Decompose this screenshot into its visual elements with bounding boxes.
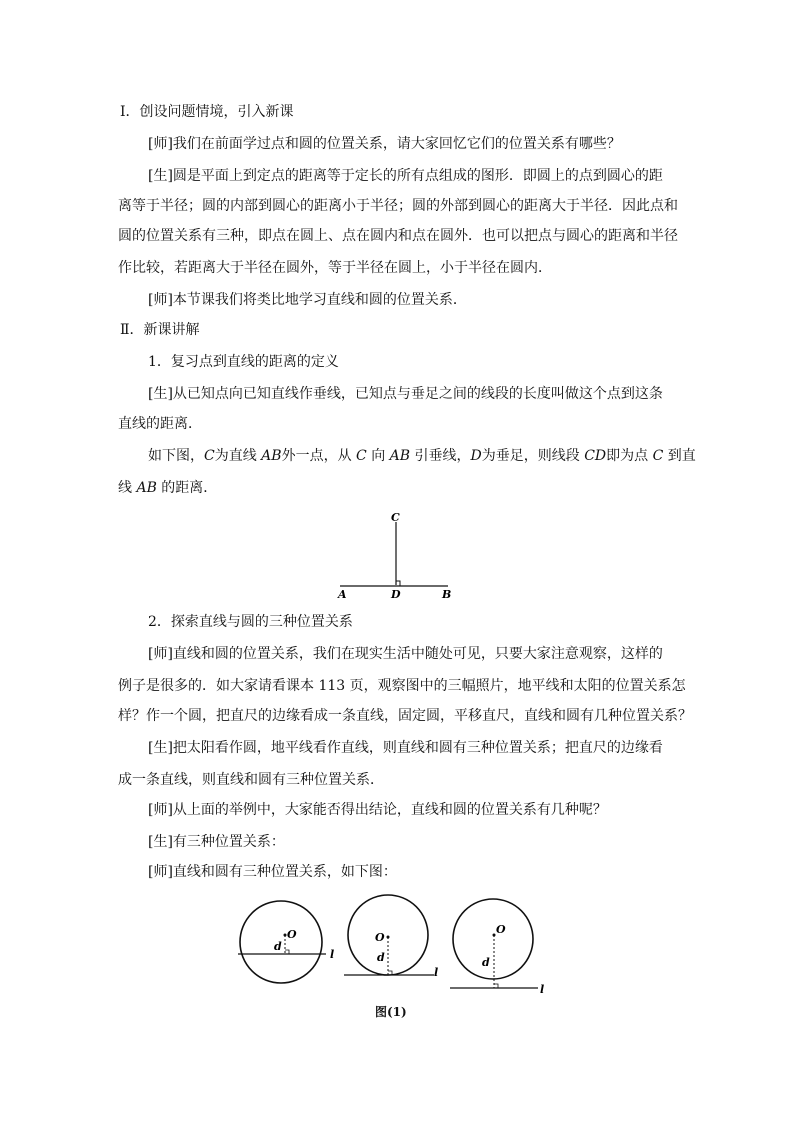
label-a: A — [338, 588, 347, 600]
paragraph-teacher-2: [师]本节课我们将类比地学习直线和圆的位置关系． — [148, 292, 467, 308]
paragraph-teacher-5: [师]直线和圆有三种位置关系，如下图： — [148, 864, 397, 880]
circle-separate-case — [450, 899, 544, 996]
paragraph-teacher-4: [师]从上面的举例中，大家能否得出结论，直线和圆的位置关系有几种呢？ — [148, 802, 607, 818]
right-angle-mark — [396, 581, 400, 586]
paragraph-teacher-3-line3: 样？作一个圆，把直尺的边缘看成一条直线，固定圆，平移直尺，直线和圆有几种位置关系？ — [118, 708, 692, 724]
circle-3 — [453, 899, 533, 979]
section2-heading: Ⅱ．新课讲解 — [120, 322, 200, 338]
label-d-2: d — [377, 951, 385, 964]
label-l-3: l — [540, 983, 545, 996]
section1-heading: Ⅰ．创设问题情境，引入新课 — [120, 104, 294, 120]
label-o-1: O — [287, 928, 297, 941]
item1-title: 1．复习点到直线的距离的定义 — [148, 354, 339, 370]
perpendicular-distance-figure — [330, 505, 460, 600]
center-dot-2 — [387, 936, 390, 939]
figure-caption: 图(1) — [375, 1005, 407, 1019]
paragraph-student-1-line2: 离等于半径；圆的内部到圆心的距离小于半径；圆的外部到圆心的距离大于半径．因此点和 — [118, 198, 678, 214]
paragraph-student-2-line1: [生]从已知点向已知直线作垂线，已知点与垂足之间的线段的长度叫做这个点到这条 — [148, 386, 663, 402]
paragraph-figure-intro-line2: 线 AB 的距离． — [118, 480, 218, 496]
label-o-3: O — [496, 923, 506, 936]
paragraph-teacher-3-line1: [师]直线和圆的位置关系，我们在现实生活中随处可见，只要大家注意观察，这样的 — [148, 646, 663, 662]
label-b: B — [442, 588, 452, 600]
paragraph-teacher-1: [师]我们在前面学过点和圆的位置关系，请大家回忆它们的位置关系有哪些？ — [148, 136, 621, 152]
label-d: D — [391, 588, 401, 600]
paragraph-student-3-line2: 成一条直线，则直线和圆有三种位置关系． — [118, 772, 384, 788]
label-l-1: l — [330, 948, 335, 961]
label-d-1: d — [274, 940, 282, 953]
paragraph-student-1-line4: 作比较，若距离大于半径在圆外，等于半径在圆上，小于半径在圆内． — [118, 260, 552, 276]
paragraph-student-2-line2: 直线的距离． — [118, 416, 202, 432]
circle-tangent-case — [344, 895, 438, 979]
label-c: C — [391, 511, 400, 524]
paragraph-student-1-line1: [生]圆是平面上到定点的距离等于定长的所有点组成的图形．即圆上的点到圆心的距 — [148, 168, 663, 184]
paragraph-teacher-3-line2: 例子是很多的．如大家请看课本 113 页，观察图中的三幅照片，地平线和太阳的位置关系怎 — [118, 678, 686, 694]
paragraph-student-4: [生]有三种位置关系： — [148, 834, 285, 850]
item2-title: 2．探索直线与圆的三种位置关系 — [148, 614, 353, 630]
paragraph-figure-intro-line1: 如下图，C为直线 AB外一点，从 C 向 AB 引垂线，D为垂足，则线段 CD即为点 C 到直 — [148, 448, 696, 464]
line-circle-positions-figure — [236, 892, 556, 998]
label-d-3: d — [482, 956, 490, 969]
circle-intersecting-case — [238, 901, 334, 983]
paragraph-student-1-line3: 圆的位置关系有三种，即点在圆上、点在圆内和点在圆外．也可以把点与圆心的距离和半径 — [118, 228, 678, 244]
label-l-2: l — [434, 966, 439, 979]
label-o-2: O — [375, 931, 385, 944]
paragraph-student-3-line1: [生]把太阳看作圆，地平线看作直线，则直线和圆有三种位置关系；把直尺的边缘看 — [148, 740, 663, 756]
